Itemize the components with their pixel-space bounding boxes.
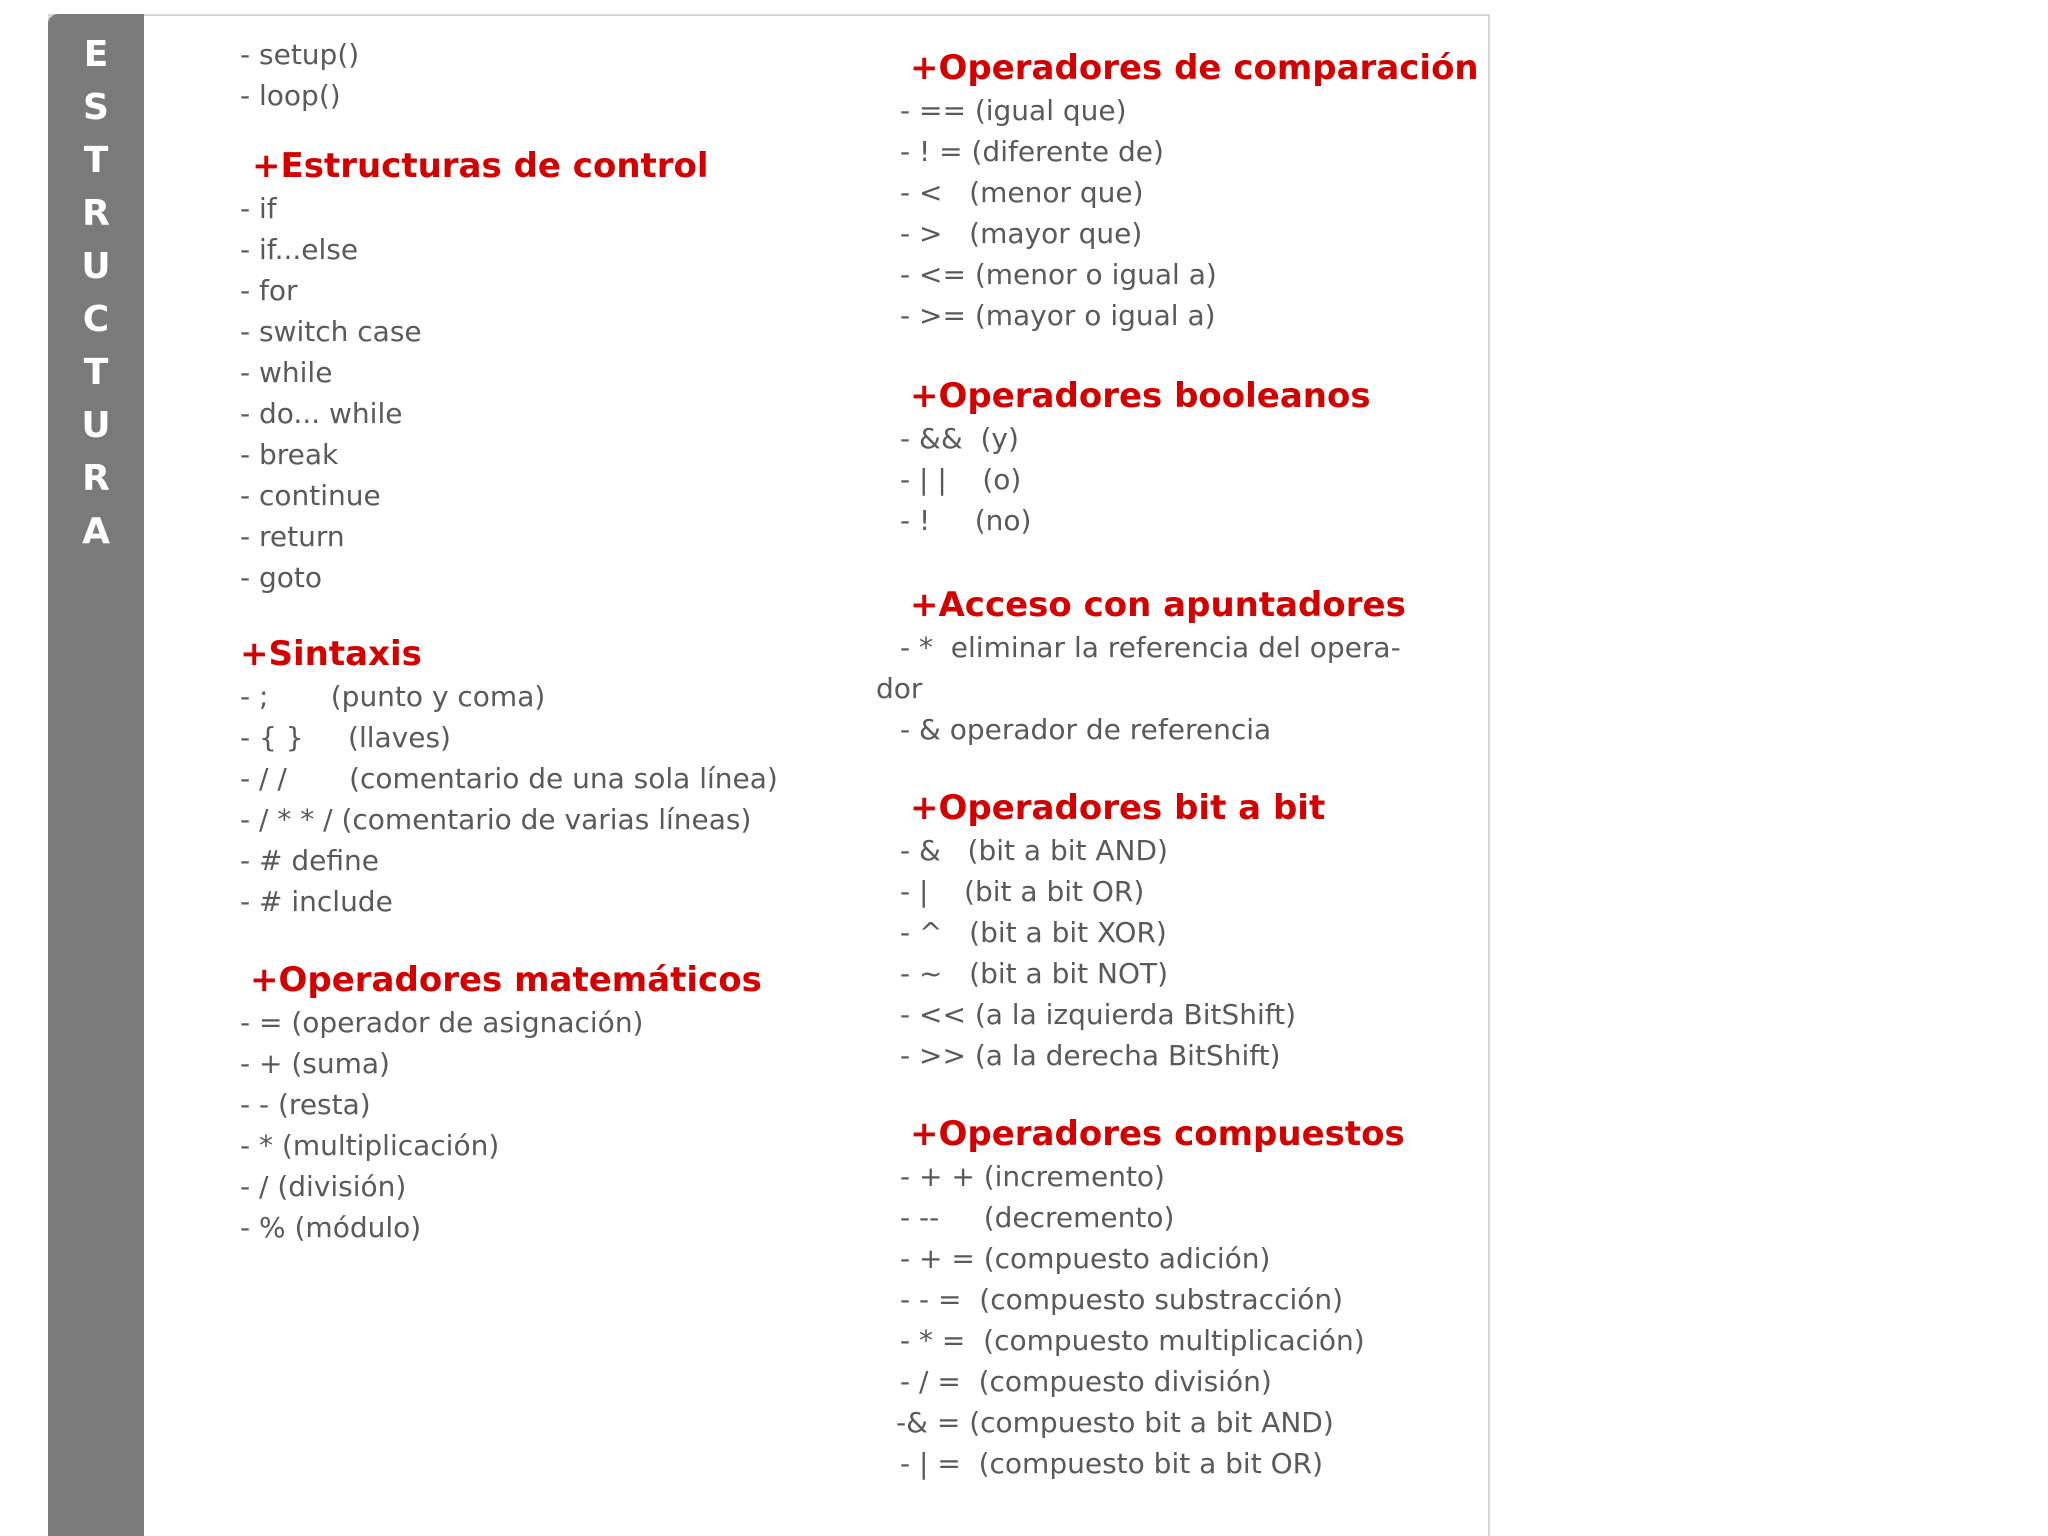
list-item: - if...else (240, 233, 359, 266)
list-item: - * eliminar la referencia del opera- (900, 631, 1401, 664)
list-item: - <= (menor o igual a) (900, 258, 1217, 291)
list-item: - < (menor que) (900, 176, 1144, 209)
list-item: - switch case (240, 315, 422, 348)
list-item: - + (suma) (240, 1047, 390, 1080)
list-item: - / / (comentario de una sola línea) (240, 762, 778, 795)
list-item: - - (resta) (240, 1088, 371, 1121)
list-item: - return (240, 520, 345, 553)
list-item: - | (bit a bit OR) (900, 875, 1145, 908)
list-item: - { } (llaves) (240, 721, 451, 754)
bitwise-operators-list (900, 830, 1460, 1076)
section-heading: +Estructuras de control (252, 146, 709, 186)
sidebar-vertical-title (48, 28, 144, 558)
math-operators-list (240, 1002, 880, 1248)
list-item: - + = (compuesto adición) (900, 1242, 1271, 1275)
list-item: - >> (a la derecha BitShift) (900, 1039, 1281, 1072)
list-item: - | = (compuesto bit a bit OR) (900, 1447, 1324, 1480)
list-item: -& = (compuesto bit a bit AND) (896, 1406, 1334, 1439)
list-item: - >= (mayor o igual a) (900, 299, 1216, 332)
math-operators-section (240, 958, 880, 1248)
sidebar-letter: T (83, 352, 109, 393)
list-item: - > (mayor que) (900, 217, 1143, 250)
list-item: - == (igual que) (900, 94, 1127, 127)
list-item: - -- (decremento) (900, 1201, 1175, 1234)
list-item: - / = (compuesto división) (900, 1365, 1272, 1398)
list-item: - && (y) (900, 422, 1019, 455)
section-heading: +Operadores booleanos (910, 376, 1371, 416)
comparison-operators-section (900, 46, 1479, 336)
sidebar-letter: R (82, 193, 110, 234)
sidebar-letter: C (82, 299, 110, 340)
list-item: - while (240, 356, 333, 389)
section-heading: +Operadores de comparación (910, 48, 1479, 88)
list-item: - setup() (240, 38, 360, 71)
list-item: - << (a la izquierda BitShift) (900, 998, 1297, 1031)
list-item: - if (240, 192, 277, 225)
list-item: - % (módulo) (240, 1211, 422, 1244)
list-item: - for (240, 274, 298, 307)
list-item: - ! (no) (900, 504, 1032, 537)
section-heading: +Sintaxis (240, 634, 422, 674)
control-structures-list (240, 188, 880, 598)
list-item: - # include (240, 885, 393, 918)
comparison-operators-list (900, 90, 1460, 336)
list-item: - / (división) (240, 1170, 407, 1203)
list-item: - & (bit a bit AND) (900, 834, 1168, 867)
list-item: - / * * / (comentario de varias líneas) (240, 803, 752, 836)
section-heading: +Operadores compuestos (910, 1114, 1405, 1154)
list-item: - + + (incremento) (900, 1160, 1165, 1193)
list-item: - * = (compuesto multiplicación) (900, 1324, 1365, 1357)
section-heading: +Operadores matemáticos (250, 960, 762, 1000)
boolean-operators-list (900, 418, 1460, 541)
compound-operators-section (896, 1112, 1460, 1484)
list-item: - # define (240, 844, 379, 877)
pointer-access-list (876, 627, 1460, 750)
sidebar-letter: S (83, 87, 109, 128)
list-item: - ~ (bit a bit NOT) (900, 957, 1169, 990)
list-item: - ! = (diferente de) (900, 135, 1164, 168)
sidebar-letter: T (83, 140, 109, 181)
top-functions-list (240, 34, 880, 116)
list-item: - | | (o) (900, 463, 1022, 496)
list-item: - loop() (240, 79, 341, 112)
list-item: - * (multiplicación) (240, 1129, 500, 1162)
list-item: - do... while (240, 397, 403, 430)
compound-operators-list (896, 1156, 1460, 1484)
list-item: - = (operador de asignación) (240, 1006, 644, 1039)
boolean-operators-section (900, 374, 1460, 541)
left-column (240, 34, 880, 1248)
section-heading: +Operadores bit a bit (910, 788, 1326, 828)
sidebar-letter: R (82, 458, 110, 499)
list-item: - ^ (bit a bit XOR) (900, 916, 1167, 949)
sidebar-letter: U (81, 405, 111, 446)
list-item: - ; (punto y coma) (240, 680, 546, 713)
section-heading: +Acceso con apuntadores (910, 585, 1406, 625)
sidebar-letter: U (81, 246, 111, 287)
list-item: - - = (compuesto substracción) (900, 1283, 1344, 1316)
syntax-section (240, 632, 880, 922)
list-item: - & operador de referencia (900, 713, 1272, 746)
sidebar-letter: E (83, 34, 109, 75)
sidebar-letter: A (82, 511, 110, 552)
bitwise-operators-section (900, 786, 1460, 1076)
control-structures-section (240, 144, 880, 598)
list-item: - continue (240, 479, 381, 512)
list-item: - goto (240, 561, 323, 594)
syntax-list (240, 676, 880, 922)
list-item: - break (240, 438, 339, 471)
list-item-continuation: dor (876, 672, 923, 705)
right-column (876, 46, 1479, 1484)
pointer-access-section (876, 583, 1460, 750)
